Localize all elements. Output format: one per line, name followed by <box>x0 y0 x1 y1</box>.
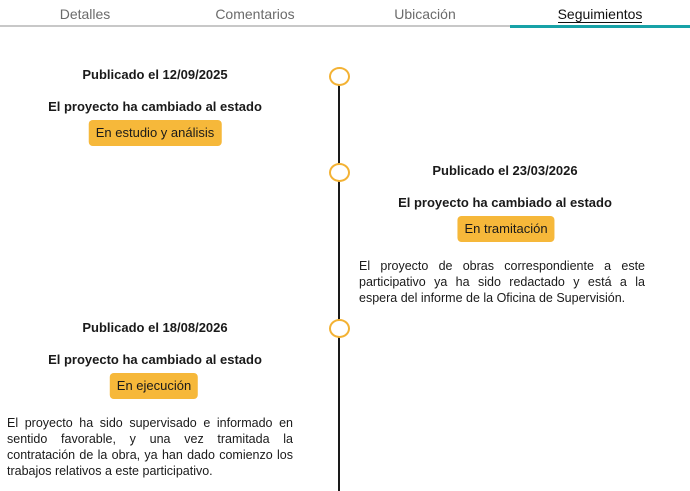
tab-label: Detalles <box>59 6 111 22</box>
entry-status-title: El proyecto ha cambiado al estado <box>48 99 262 114</box>
entry-date: Publicado el 23/03/2026 <box>432 163 578 178</box>
entry-description: El proyecto ha sido supervisado e informado en sentido favorable, y una vez tramitada la contratación de la obra, ya han dado comienzo los trabajos relativos a este participativo. <box>7 416 293 478</box>
timeline-dot <box>329 319 350 338</box>
entry-status-title: El proyecto ha cambiado al estado <box>398 195 612 210</box>
timeline-line <box>338 75 340 491</box>
timeline-dot <box>329 163 350 182</box>
tab-bar <box>0 0 690 27</box>
status-badge: En estudio y análisis <box>89 120 222 146</box>
entry-date: Publicado el 18/08/2026 <box>82 320 228 335</box>
tab-seguimientos[interactable] <box>510 0 690 28</box>
tab-ubicacion[interactable] <box>340 0 510 27</box>
tab-label: Comentarios <box>215 6 295 22</box>
tab-label: Seguimientos <box>557 6 643 22</box>
entry-date: Publicado el 12/09/2025 <box>82 67 228 82</box>
entry-description: El proyecto de obras correspondiente a este participativo ya ha sido redactado y está a la espera del informe de la Oficina de Supervisión. <box>359 259 645 305</box>
tab-label: Ubicación <box>394 6 456 22</box>
status-badge: En ejecución <box>110 373 198 399</box>
tab-comentarios[interactable] <box>170 0 340 27</box>
tab-detalles[interactable] <box>0 0 170 27</box>
timeline-dot <box>329 67 350 86</box>
entry-status-title: El proyecto ha cambiado al estado <box>48 352 262 367</box>
status-badge: En tramitación <box>457 216 554 242</box>
